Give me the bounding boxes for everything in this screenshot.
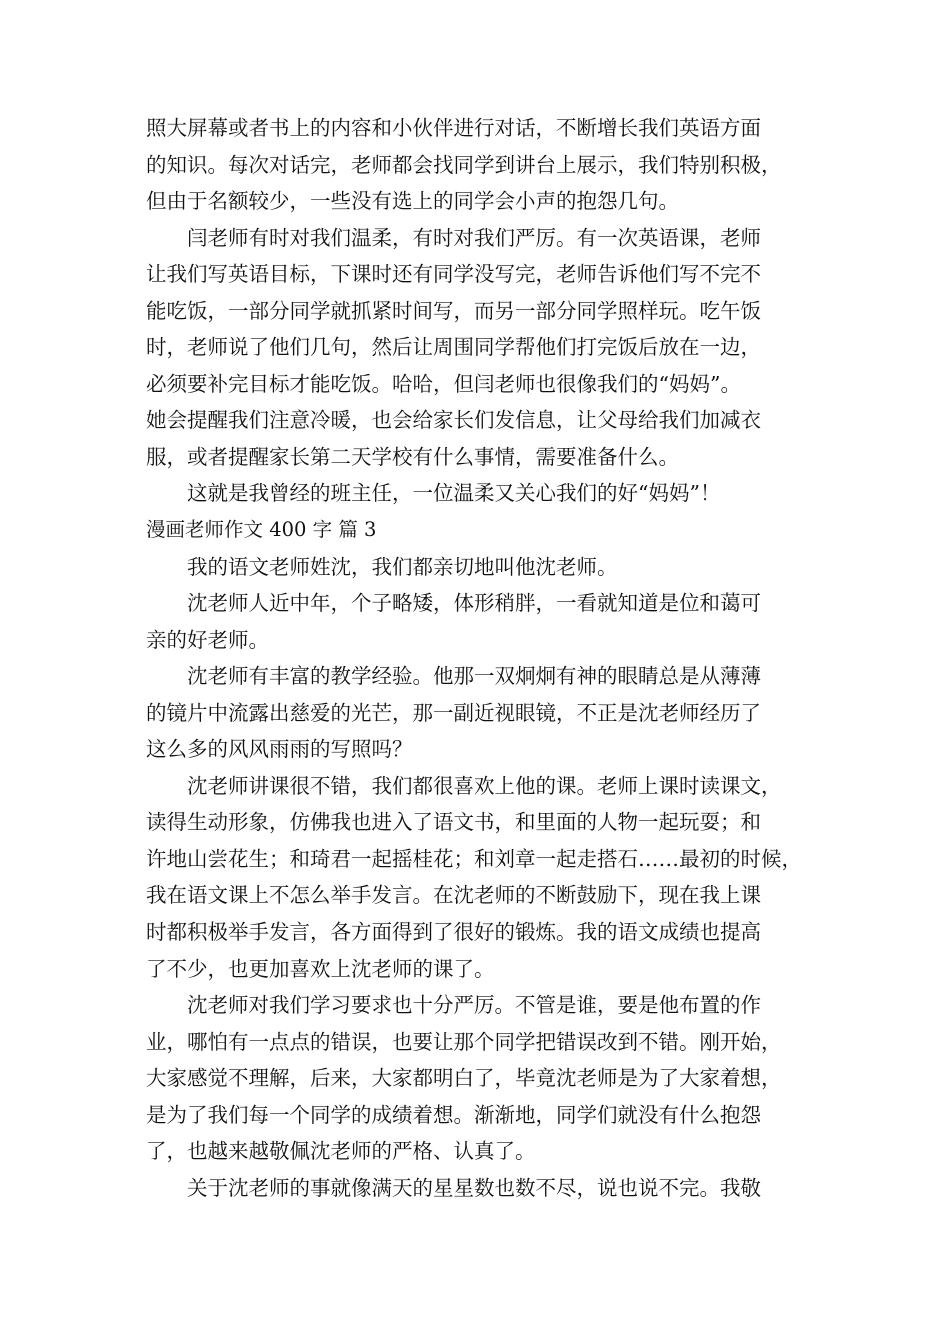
text-line: 亲的好老师。: [146, 627, 269, 652]
text-line: 时都积极举手发言，各方面得到了很好的锻炼。我的语文成绩也提高: [146, 920, 761, 945]
text-line: 关于沈老师的事就像满天的星星数也数不尽，说也说不完。我敬: [187, 1175, 761, 1200]
text-line: 让我们写英语目标，下课时还有同学没写完，老师告诉他们写不完不: [146, 262, 761, 287]
text-line: 照大屏幕或者书上的内容和小伙伴进行对话，不断增长我们英语方面: [146, 116, 761, 140]
text-line: 时，老师说了他们几句，然后让周围同学帮他们打完饭后放在一边，: [146, 335, 761, 360]
text-line: 沈老师人近中年，个子略矮，体形稍胖，一看就知道是位和蔼可: [187, 591, 761, 616]
text-line: 大家感觉不理解，后来，大家都明白了，毕竟沈老师是为了大家着想，: [146, 1066, 782, 1091]
text-line: 这么多的风风雨雨的写照吗？: [146, 737, 413, 762]
text-line: 是为了我们每一个同学的成绩着想。渐渐地，同学们就没有什么抱怨: [146, 1102, 761, 1127]
section-heading: 漫画老师作文 400 字 篇 3: [146, 518, 377, 542]
text-line: 能吃饭，一部分同学就抓紧时间写，而另一部分同学照样玩。吃午饭: [146, 298, 761, 323]
text-line: 沈老师对我们学习要求也十分严厉。不管是谁，要是他布置的作: [187, 993, 761, 1018]
text-line: 她会提醒我们注意冷暖，也会给家长们发信息，让父母给我们加减衣: [146, 408, 761, 433]
text-line: 了不少，也更加喜欢上沈老师的课了。: [146, 956, 495, 981]
text-line: 的知识。每次对话完，老师都会找同学到讲台上展示，我们特别积极，: [146, 152, 782, 177]
text-line: 许地山尝花生；和琦君一起摇桂花；和刘章一起走搭石……最初的时候，: [146, 846, 802, 871]
text-line: 的镜片中流露出慈爱的光芒，那一副近视眼镜，不正是沈老师经历了: [146, 700, 761, 725]
text-line: 这就是我曾经的班主任，一位温柔又关心我们的好“妈妈”！: [187, 481, 721, 506]
document-body: [146, 110, 826, 1206]
text-line: 服，或者提醒家长第二天学校有什么事情，需要准备什么。: [146, 444, 679, 469]
text-line: 必须要补完目标才能吃饭。哈哈，但闫老师也很像我们的“妈妈”。: [146, 371, 741, 396]
text-line: 沈老师有丰富的教学经验。他那一双炯炯有神的眼睛总是从薄薄: [187, 664, 761, 689]
text-line: 了，也越来越敬佩沈老师的严格、认真了。: [146, 1139, 536, 1164]
text-line: 沈老师讲课很不错，我们都很喜欢上他的课。老师上课时读课文，: [187, 773, 782, 798]
text-line: 我的语文老师姓沈，我们都亲切地叫他沈老师。: [187, 554, 618, 579]
text-line: 但由于名额较少，一些没有选上的同学会小声的抱怨几句。: [146, 189, 679, 214]
text-line: 业，哪怕有一点点的错误，也要让那个同学把错误改到不错。刚开始，: [146, 1029, 782, 1054]
text-line: 读得生动形象，仿佛我也进入了语文书，和里面的人物一起玩耍；和: [146, 810, 761, 835]
text-line: 闫老师有时对我们温柔，有时对我们严厉。有一次英语课，老师: [187, 225, 761, 250]
text-line: 我在语文课上不怎么举手发言。在沈老师的不断鼓励下，现在我上课: [146, 883, 761, 908]
